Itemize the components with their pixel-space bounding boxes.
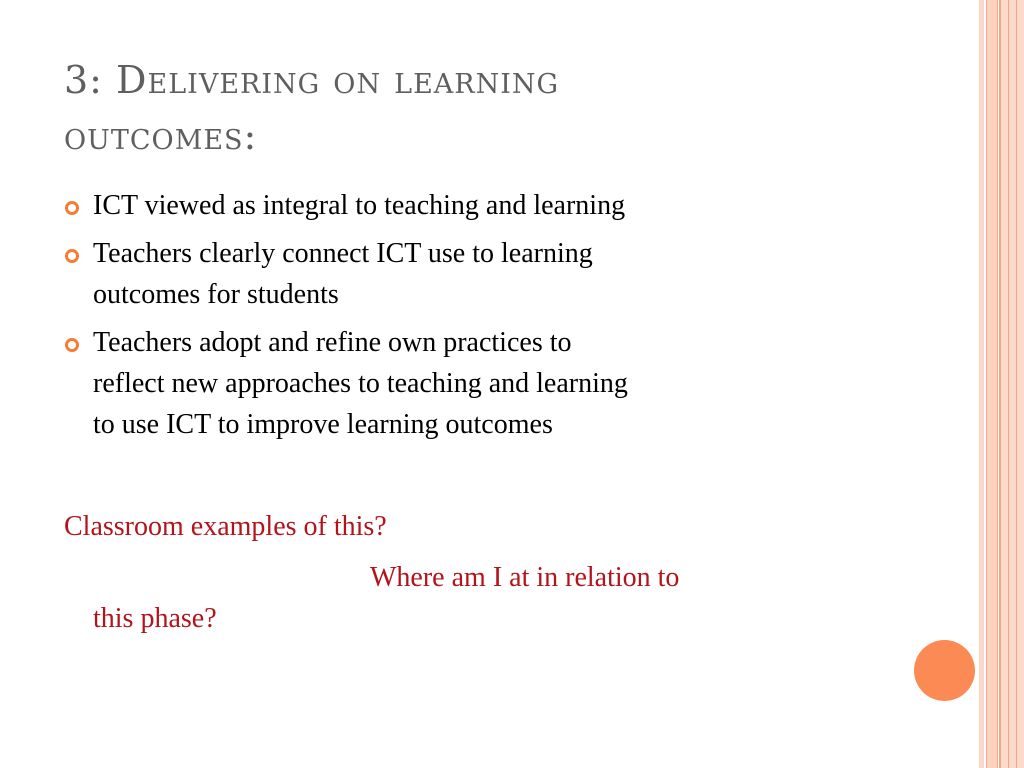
- question-where-am-i: Where am I at in relation to: [370, 562, 680, 593]
- bullet-text: ICT viewed as integral to teaching and learning: [93, 190, 626, 221]
- bullet-item: [64, 185, 864, 226]
- bullet-item: [64, 233, 864, 315]
- ring-bullet-icon: [65, 338, 79, 352]
- question-where-am-i-continued: this phase?: [93, 603, 217, 634]
- ring-bullet-icon: [65, 201, 79, 215]
- bullet-text: Teachers clearly connect ICT use to learning: [93, 238, 593, 269]
- decorative-stripe: [1008, 0, 1009, 768]
- bullet-text: Teachers adopt and refine own practices to: [93, 327, 572, 358]
- ring-bullet-icon: [65, 249, 79, 263]
- bullet-text: outcomes for students: [93, 279, 339, 310]
- bullet-text: reflect new approaches to teaching and learning: [93, 368, 628, 399]
- question-classroom-examples: Classroom examples of this?: [64, 511, 387, 542]
- title-line-2: outcomes:: [64, 114, 258, 158]
- decorative-stripe: [1016, 0, 1017, 768]
- decorative-stripe: [999, 0, 1024, 768]
- slide-title: [64, 52, 944, 164]
- bullet-text: to use ICT to improve learning outcomes: [93, 409, 553, 440]
- title-line-1: 3: Delivering on learning: [64, 58, 560, 102]
- bullet-list: [64, 185, 864, 452]
- decorative-stripe: [979, 0, 984, 768]
- bullet-item: [64, 322, 864, 445]
- orange-circle-icon: [914, 640, 975, 701]
- decorative-stripe: [986, 0, 998, 768]
